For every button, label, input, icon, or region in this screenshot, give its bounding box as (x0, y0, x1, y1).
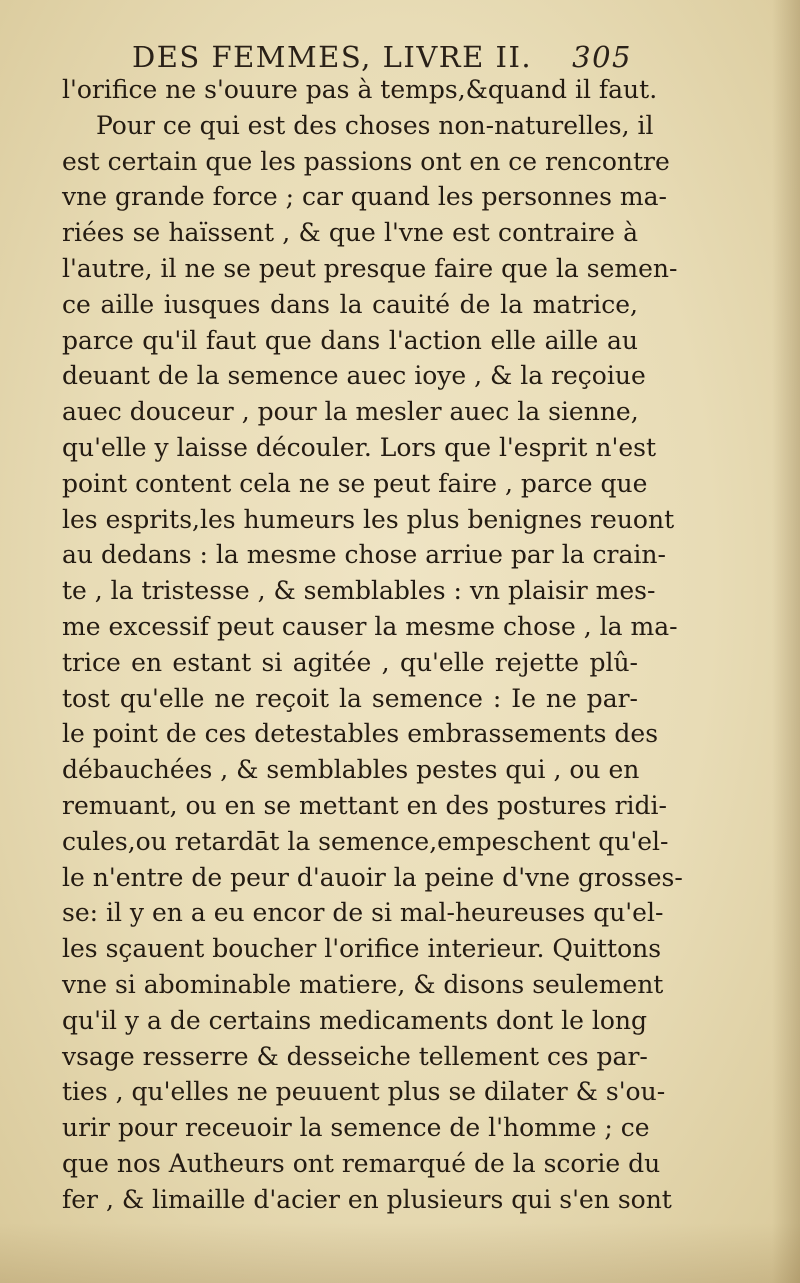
text-line: le point de ces detestables embrassements des (62, 719, 659, 749)
text-line: me excessif peut causer la mesme chose , la ma- (62, 611, 678, 641)
text-line: ties , qu'elles ne peuuent plus se dilater & s'ou- (62, 1077, 666, 1107)
body-text (62, 72, 683, 1218)
text-line: l'autre, il ne se peut presque faire que la semen- (62, 253, 678, 283)
text-line: riées se haïssent , & que l'vne est contraire à (62, 218, 638, 248)
page-bottom-shadow (0, 1223, 800, 1283)
text-line: urir pour receuoir la semence de l'homme ; ce (62, 1113, 650, 1143)
text-line: au dedans : la mesme chose arriue par la crain- (62, 540, 666, 570)
text-line: l'orifice ne s'ouure pas à temps,&quand il faut. (62, 75, 658, 104)
text-line: deuant de la semence auec ioye , & la reçoiue (62, 361, 646, 391)
text-line: te , la tristesse , & semblables : vn plaisir mes- (62, 576, 656, 606)
text-line: le n'entre de peur d'auoir la peine d'vne grosses- (62, 862, 683, 892)
text-line: point content cela ne se peut faire , parce que (62, 468, 648, 498)
text-line: qu'elle y laisse découler. Lors que l'esprit n'est (62, 432, 657, 462)
text-line: trice en estant si agitée , qu'elle rejette plû- (62, 647, 638, 677)
text-line: auec douceur , pour la mesler auec la sienne, (62, 397, 639, 427)
running-title: DES FEMMES, LIVRE II. (132, 40, 533, 74)
page-number: 305 (572, 40, 632, 74)
text-line: les esprits,les humeurs les plus benignes reuont (62, 504, 675, 534)
text-line: Pour ce qui est des choses non-naturelles, il (96, 110, 654, 140)
text-line: fer , & limaille d'acier en plusieurs qui s'en sont (62, 1184, 672, 1214)
text-line: ce aille iusques dans la cauité de la matrice, (62, 289, 638, 319)
text-line: que nos Autheurs ont remarqué de la scorie du (62, 1148, 661, 1178)
text-line: est certain que les passions ont en ce rencontre (62, 146, 670, 176)
text-line: débauchées , & semblables pestes qui , ou en (62, 755, 640, 785)
text-line: parce qu'il faut que dans l'action elle aille au (62, 325, 638, 355)
text-line: vne si abominable matiere, & disons seulement (62, 969, 664, 999)
text-line: remuant, ou en se mettant en des postures ridi- (62, 790, 667, 820)
text-line: vne grande force ; car quand les personnes ma- (62, 182, 667, 212)
text-line: se: il y en a eu encor de si mal-heureuses qu'el- (62, 898, 664, 928)
text-line: tost qu'elle ne reçoit la semence : Ie ne par- (62, 683, 638, 713)
text-line: vsage resserre & desseiche tellement ces par- (62, 1041, 648, 1071)
text-line: qu'il y a de certains medicaments dont le long (62, 1005, 648, 1035)
text-line: cules,ou retardāt la semence,empeschent qu'el- (62, 826, 669, 856)
text-line: les sçauent boucher l'orifice interieur. Quittons (62, 934, 662, 964)
running-header (132, 40, 632, 74)
page-edge-shadow (772, 0, 800, 1283)
